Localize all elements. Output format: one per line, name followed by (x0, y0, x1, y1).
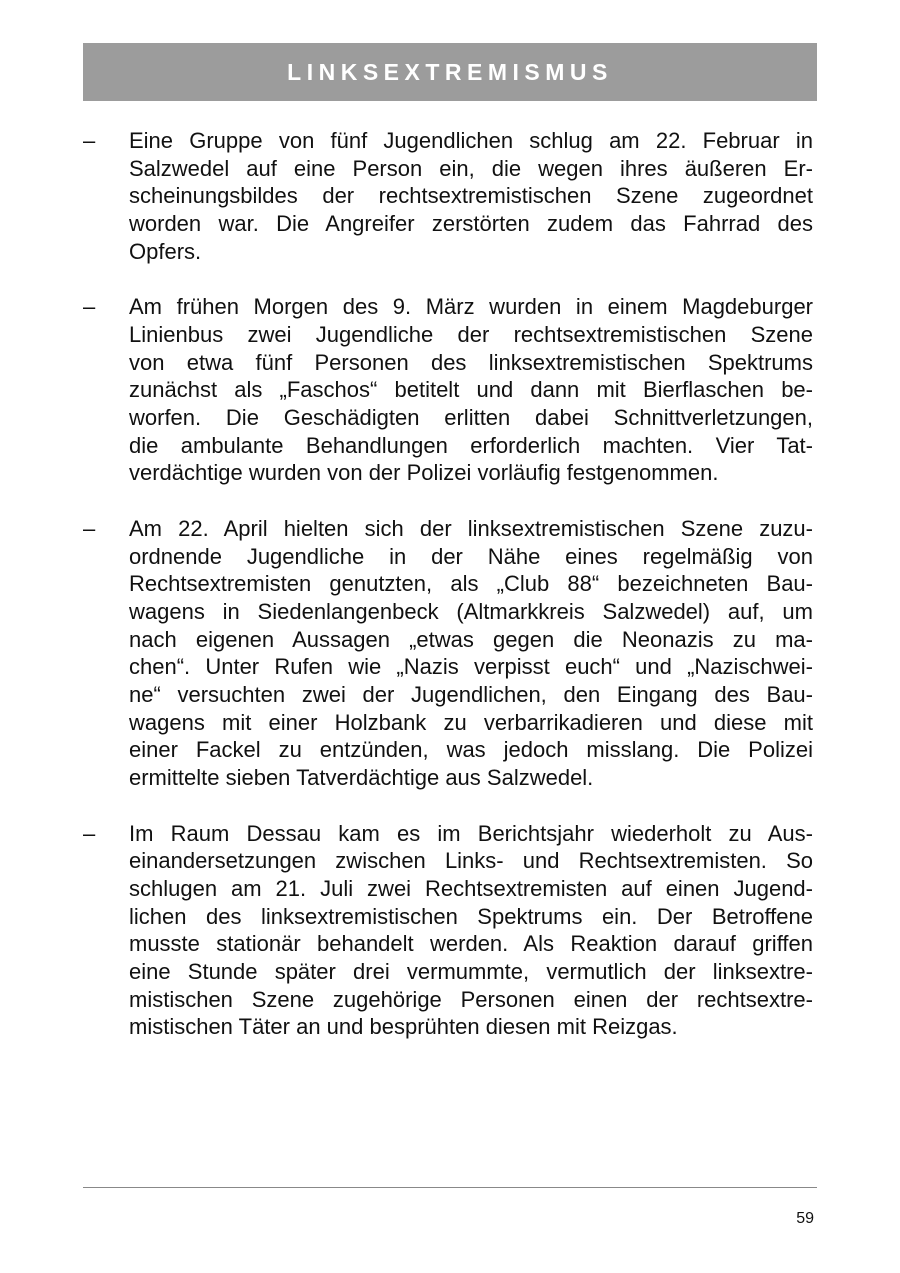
text-line: ordnende Jugendliche in der Nähe eines regelmäßig von (129, 543, 813, 569)
text-line: einer Fackel zu entzünden, was jedoch misslang. Die Polizei (129, 737, 813, 763)
text-line: wagens mit einer Holzbank zu verbarrikadieren und diese mit (129, 709, 813, 735)
text-line: ermittelte sieben Tatverdächtige aus Salzwedel. (129, 765, 594, 791)
text-line: scheinungsbildes der rechtsextremistischen Szene zugeordnet (129, 183, 813, 209)
text-line: Opfers. (129, 238, 202, 264)
list-item (83, 515, 817, 792)
text-line: chen“. Unter Rufen wie „Nazis verpisst euch“ und „Nazischwei- (129, 654, 813, 680)
text-line: verdächtige wurden von der Polizei vorläufig festgenommen. (129, 460, 719, 486)
text-line: Salzwedel auf eine Person ein, die wegen ihres äußeren Er- (129, 155, 813, 181)
text-line: mistischen Täter an und besprühten diesen mit Reizgas. (129, 1014, 678, 1040)
dash-bullet: – (83, 515, 96, 541)
text-line: nach eigenen Aussagen „etwas gegen die Neonazis zu ma- (129, 626, 813, 652)
text-line: Rechtsextremisten genutzten, als „Club 88“ bezeichneten Bau- (129, 571, 813, 597)
text-line: musste stationär behandelt werden. Als Reaktion darauf griffen (129, 931, 813, 957)
text-line: worfen. Die Geschädigten erlitten dabei Schnittverletzungen, (129, 405, 813, 431)
dash-bullet: – (83, 128, 96, 153)
text-line: wagens in Siedenlangenbeck (Altmarkkreis Salzwedel) auf, um (129, 598, 813, 624)
text-line: schlugen am 21. Juli zwei Rechtsextremisten auf einen Jugend- (129, 875, 813, 901)
footer-divider (83, 1187, 817, 1188)
text-line: eine Stunde später drei vermummte, vermutlich der linksextre- (129, 959, 813, 985)
text-line: Am frühen Morgen des 9. März wurden in einem Magdeburger (129, 294, 813, 320)
text-line: worden war. Die Angreifer zerstörten zudem das Fahrrad des (129, 211, 813, 237)
text-line: zunächst als „Faschos“ betitelt und dann mit Bierflaschen be- (129, 377, 813, 403)
section-header (83, 43, 817, 101)
dash-bullet: – (83, 294, 96, 320)
text-line: Am 22. April hielten sich der linksextremistischen Szene zuzu- (129, 515, 813, 541)
section-title: LINKSEXTREMISMUS (287, 58, 613, 85)
text-line: lichen des linksextremistischen Spektrums ein. Der Betroffene (129, 903, 813, 929)
dash-bullet: – (83, 820, 96, 846)
text-line: mistischen Szene zugehörige Personen einen der rechtsextre- (129, 986, 813, 1012)
text-line: ne“ versuchten zwei der Jugendlichen, den Eingang des Bau- (129, 682, 813, 708)
body-content (83, 127, 817, 1069)
text-line: Eine Gruppe von fünf Jugendlichen schlug am 22. Februar in (129, 128, 813, 153)
list-item (83, 127, 817, 266)
page-number: 59 (796, 1210, 814, 1227)
text-line: die ambulante Behandlungen erforderlich machten. Vier Tat- (129, 432, 813, 458)
text-line: Linienbus zwei Jugendliche der rechtsextremistischen Szene (129, 321, 813, 347)
list-item (83, 820, 817, 1042)
list-item (83, 293, 817, 487)
text-line: von etwa fünf Personen des linksextremistischen Spektrums (129, 349, 813, 375)
text-line: einandersetzungen zwischen Links- und Rechtsextremisten. So (129, 848, 813, 874)
text-line: Im Raum Dessau kam es im Berichtsjahr wiederholt zu Aus- (129, 820, 813, 846)
